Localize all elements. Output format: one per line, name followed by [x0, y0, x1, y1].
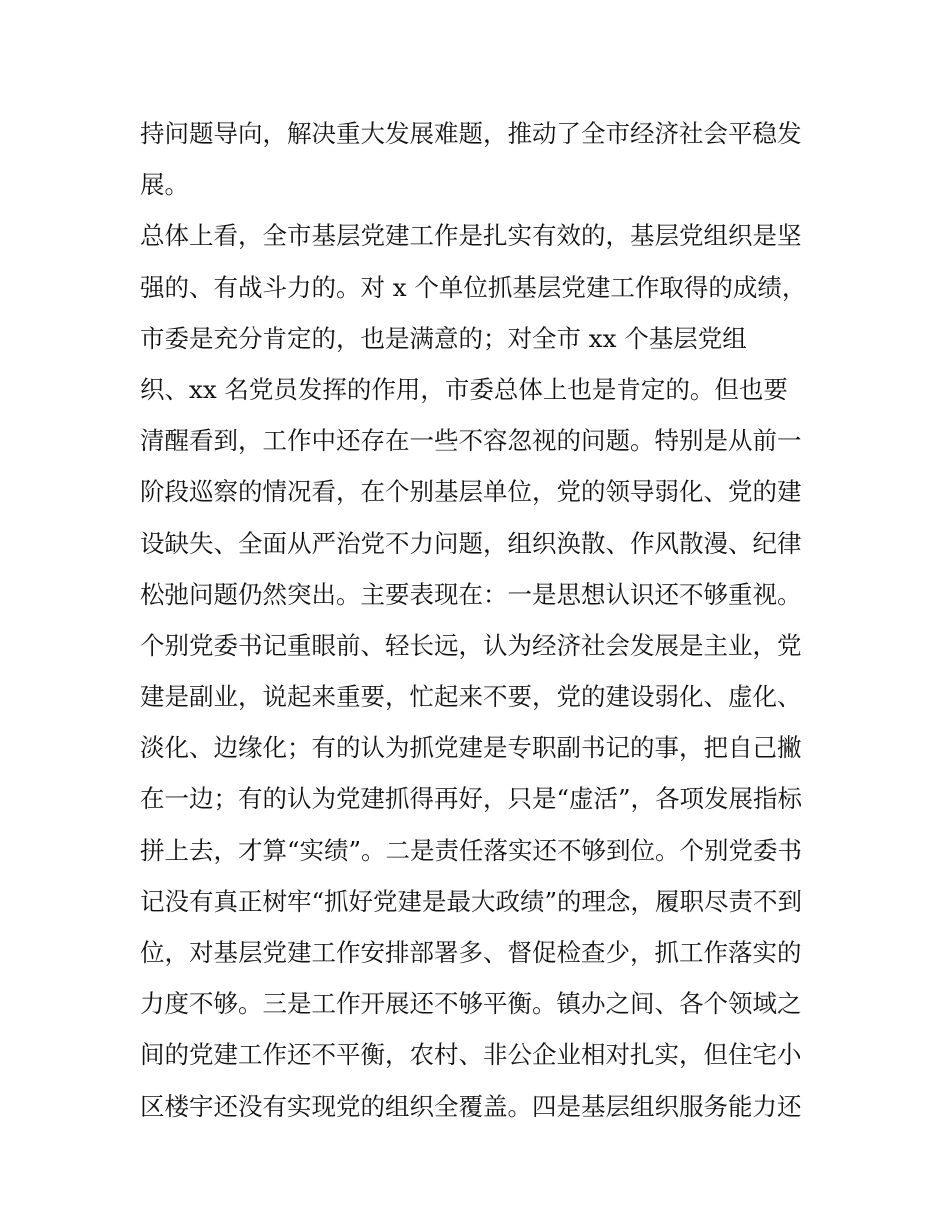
text-line: 位，对基层党建工作安排部署多、督促检查少，抓工作落实的 — [140, 938, 802, 967]
text-line: 强的、有战斗力的。对 x 个单位抓基层党建工作取得的成绩， — [140, 272, 807, 302]
text-line: 记没有真正树牢“抓好党建是最大政绩”的理念，履职尽责不到 — [140, 886, 803, 916]
text-line: 清醒看到，工作中还存在一些不容忽视的问题。特别是从前一 — [140, 426, 802, 456]
text-line: 市委是充分肯定的，也是满意的；对全市 xx 个基层党组 — [140, 323, 747, 353]
text-line: 在一边；有的认为党建抓得再好，只是“虚活”，各项发展指标 — [140, 784, 803, 814]
text-line: 织、xx 名党员发挥的作用，市委总体上也是肯定的。但也要 — [140, 374, 788, 404]
text-line: 松弛问题仍然突出。主要表现在：一是思想认识还不够重视。 — [140, 579, 802, 609]
text-line: 淡化、边缘化；有的认为抓党建是专职副书记的事，把自己撇 — [140, 733, 802, 763]
text-line: 间的党建工作还不平衡，农村、非公企业相对扎实，但住宅小 — [140, 1040, 802, 1070]
text-line: 区楼宇还没有实现党的组织全覆盖。四是基层组织服务能力还 — [140, 1091, 802, 1121]
text-line: 个别党委书记重眼前、轻长远，认为经济社会发展是主业，党 — [140, 630, 802, 660]
text-line: 总体上看，全市基层党建工作是扎实有效的，基层党组织是坚 — [140, 221, 802, 251]
text-line: 持问题导向，解决重大发展难题，推动了全市经济社会平稳发 — [140, 119, 802, 148]
text-line: 拼上去，才算“实绩”。二是责任落实还不够到位。个别党委书 — [140, 835, 803, 865]
text-line: 展。 — [140, 170, 189, 200]
text-line: 阶段巡察的情况看，在个别基层单位，党的领导弱化、党的建 — [140, 477, 802, 507]
text-line: 力度不够。三是工作开展还不够平衡。镇办之间、各个领域之 — [140, 989, 802, 1019]
text-line: 建是副业，说起来重要，忙起来不要，党的建设弱化、虚化、 — [140, 682, 802, 712]
text-line: 设缺失、全面从严治党不力问题，组织涣散、作风散漫、纪律 — [140, 528, 802, 558]
body-text — [140, 108, 820, 1132]
